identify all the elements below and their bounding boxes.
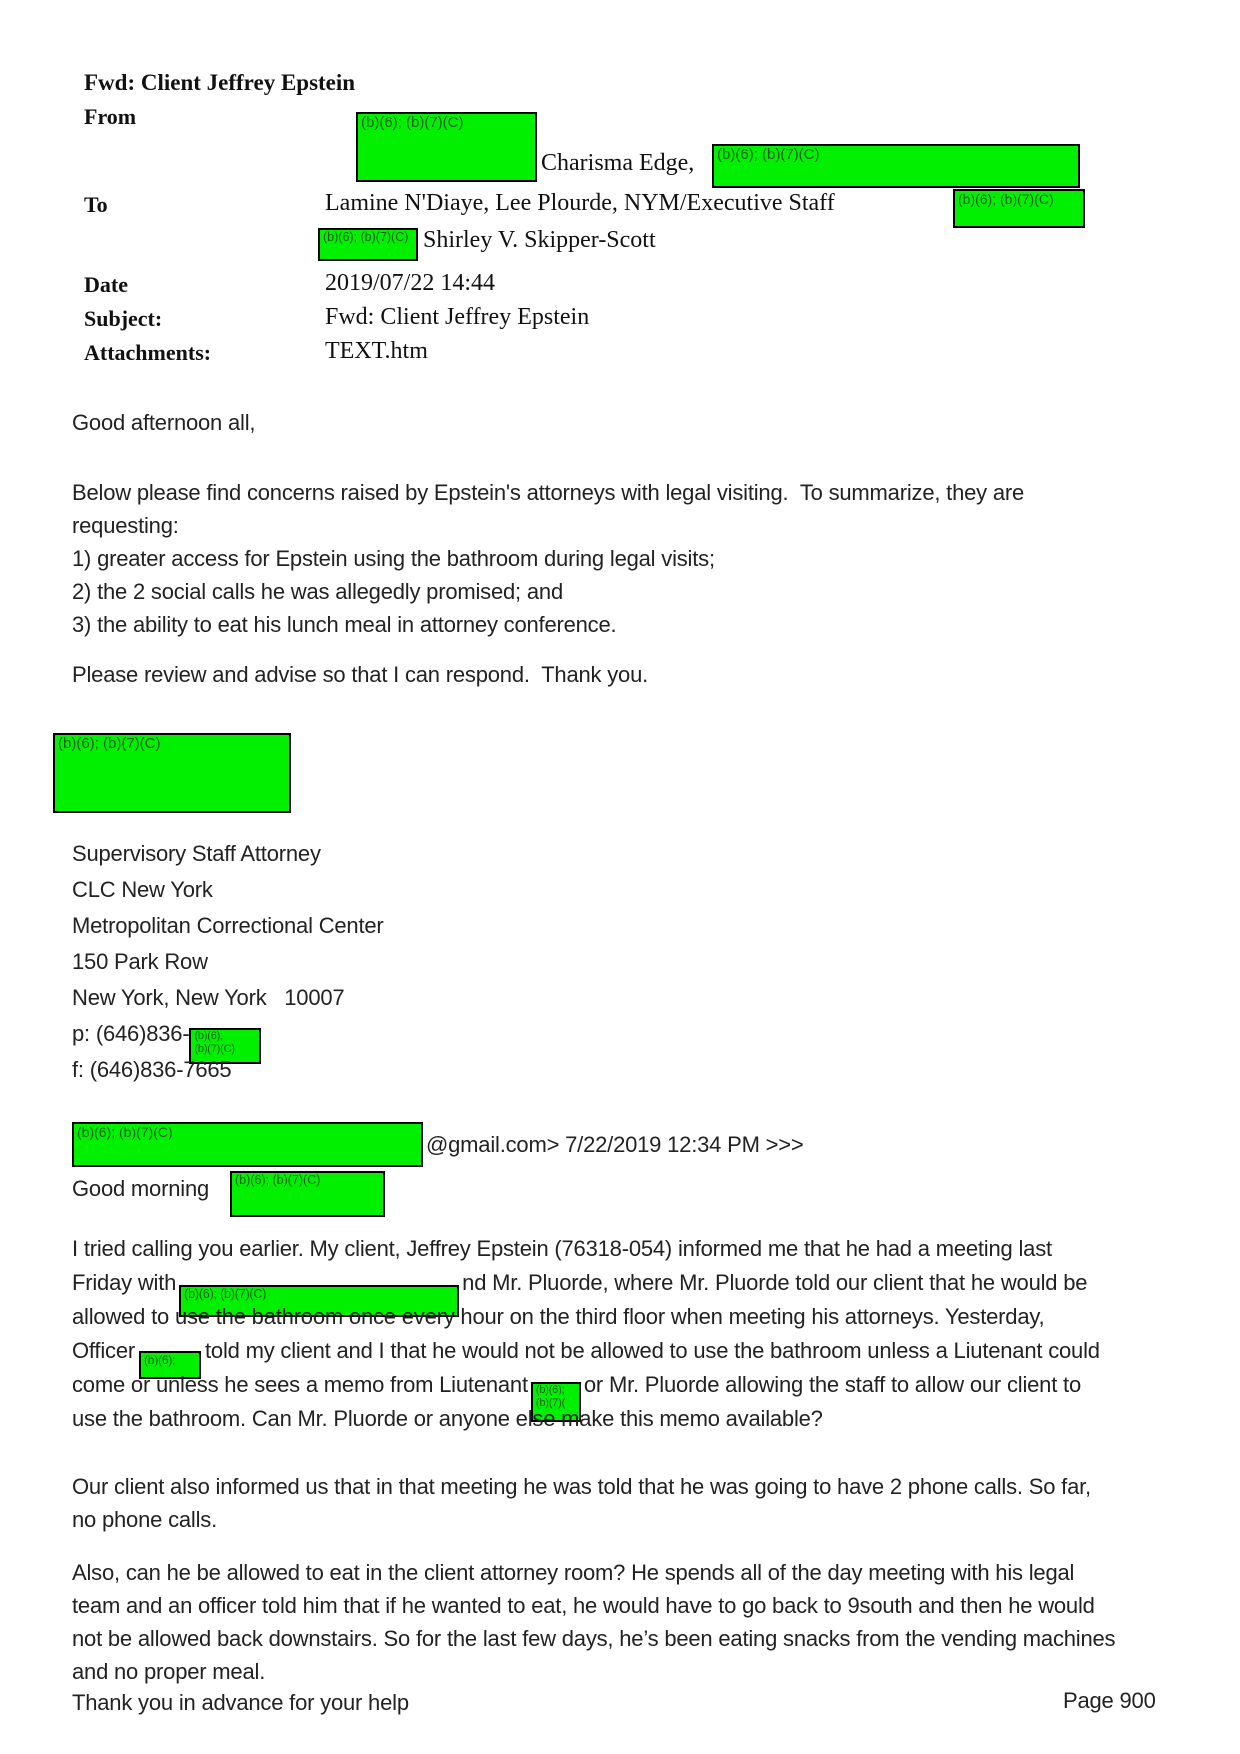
line-text: Friday with [72,1270,177,1295]
request-item-3: 3) the ability to eat his lunch meal in attorney conference. [72,612,617,637]
attachments-label: Attachments: [84,340,212,365]
greeting-line: Good afternoon all, [72,410,256,435]
signature-city: New York, New York 10007 [72,985,345,1010]
signature-block [72,836,384,1088]
from-value: Charisma Edge, [541,150,695,176]
paragraph-line: Also, can he be allowed to eat in the client attorney room? He spends all of the day meeting with his legal [72,1560,1075,1585]
redaction-label: (b)(6); (b)(7)(C) [58,735,161,752]
redaction-label: (b)(6); (b)(7)(C) [717,146,820,163]
redaction-label: (b)(6); (b)(7)(C) [323,230,409,244]
signature-title: Supervisory Staff Attorney [72,841,321,866]
request-item-1: 1) greater access for Epstein using the bathroom during legal visits; [72,546,715,571]
paragraph-line: requesting: [72,513,179,538]
redaction-label: (b)(6); [144,1353,176,1367]
redaction-label: (b)(7)(C) [194,1043,235,1055]
paragraph-line: Below please find concerns raised by Epstein's attorneys with legal visiting. To summarize, they are [72,480,1025,505]
from-label: From [84,104,137,129]
paragraph-line [72,1266,1100,1300]
date-label: Date [84,272,128,297]
line-text: or Mr. Pluorde allowing the staff to allow our client to [583,1372,1081,1397]
redaction-label: (b)(7)( [535,1397,566,1409]
redaction-box-from-2 [712,144,1080,188]
redaction-label: (b)(6); (b)(7)(C) [235,1173,321,1187]
paragraph-line [72,1334,1100,1368]
redaction-label: (b)(6); (b)(7)(C) [77,1124,173,1140]
quoted-greeting: Good morning [72,1176,210,1201]
paragraph-line: I tried calling you earlier. My client, Jeffrey Epstein (76318-054) informed me that he had a meeting last [72,1236,1052,1261]
to-label: To [84,192,108,217]
paragraph-line: use the bathroom. Can Mr. Pluorde or anyone else make this memo available? [72,1406,823,1431]
attachments-value: TEXT.htm [325,338,428,364]
signature-org: CLC New York [72,877,213,902]
subject-value: Fwd: Client Jeffrey Epstein [325,304,590,330]
redaction-label: (b)(6); [535,1384,565,1397]
subject-label: Subject: [84,306,163,331]
redaction-label: (b)(6); (b)(7)(C) [184,1287,267,1301]
redaction-box-to-1 [953,189,1085,228]
paragraph-line: team and an officer told him that if he wanted to eat, he would have to go back to 9south and then he would [72,1593,1095,1618]
truncated-closing-line [72,1690,772,1715]
line-text: Officer [72,1338,135,1363]
paragraph-line: Our client also informed us that in that meeting he was told that he was going to have 2 phone calls. So far, [72,1474,1091,1499]
truncated-closing-text: Thank you in advance for your help [72,1690,409,1715]
email-title: Fwd: Client Jeffrey Epstein [84,70,356,95]
line-text: told my client and I that he would not be allowed to use the bathroom unless a Liutenant could [205,1338,1100,1363]
line-text: nd Mr. Pluorde, where Mr. Pluorde told our client that he would be [462,1270,1088,1295]
signature-phone-line [72,1016,384,1055]
redaction-label: (b)(6); (b)(7)(C) [361,114,464,131]
redaction-label: (b)(6); (b)(7)(C) [958,191,1054,207]
request-summary-paragraph [72,476,1024,641]
redaction-box-sender-email [72,1122,423,1167]
signature-fax-line: f: (646)836-7665 [72,1057,232,1082]
phone-prefix: p: (646)836- [72,1021,190,1046]
paragraph-line: not be allowed back downstairs. So for the last few days, he’s been eating snacks from the vending machines [72,1626,1116,1651]
redaction-box-to-2 [318,228,418,261]
paragraph-line: no phone calls. [72,1507,217,1532]
to-recipients-line2: Shirley V. Skipper-Scott [423,227,656,253]
review-request-line: Please review and advise so that I can respond. Thank you. [72,662,649,687]
signature-facility: Metropolitan Correctional Center [72,913,384,938]
redaction-box-addressee-name [230,1171,385,1217]
line-text: come or unless he sees a memo from Liutenant [72,1372,528,1397]
to-recipients-line1: Lamine N'Diaye, Lee Plourde, NYM/Executive Staff [325,190,835,216]
request-item-2: 2) the 2 social calls he was allegedly promised; and [72,579,563,604]
signature-street: 150 Park Row [72,949,208,974]
redaction-box-signature-name [53,733,291,813]
paragraph-line: allowed to use the bathroom once every hour on the third floor when meeting his attorneys. Yesterday, [72,1304,1045,1329]
phone-calls-paragraph [72,1470,1091,1536]
page-number: Page 900 [1063,1688,1156,1713]
redaction-label: (b)(6); [194,1030,223,1043]
meals-paragraph [72,1556,1115,1688]
paragraph-line: and no proper meal. [72,1659,266,1684]
date-value: 2019/07/22 14:44 [325,270,496,296]
bathroom-request-paragraph [72,1232,1100,1436]
redaction-box-from-1 [356,112,537,182]
paragraph-line [72,1368,1100,1409]
quoted-email-suffix: @gmail.com> 7/22/2019 12:34 PM >>> [426,1132,804,1157]
